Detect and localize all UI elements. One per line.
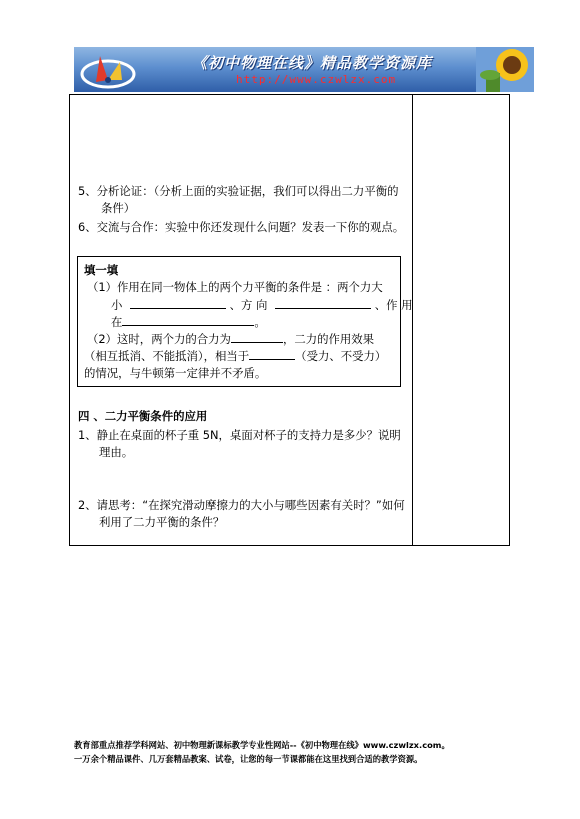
banner-url[interactable]: http://www.czwlzx.com (236, 73, 397, 86)
application-2-text: 2、请思考：“在探究滑动摩擦力的大小与哪些因素有关时？”如何 (78, 498, 405, 512)
application-2-continuation: 利用了二力平衡的条件？ (99, 515, 225, 529)
application-1-continuation: 理由。 (99, 445, 134, 459)
fill-q1-line1: （1）作用在同一物体上的两个力平衡的条件是 ：两个力大 (87, 280, 383, 294)
footer-line-1: 教育部重点推荐学科网站、初中物理新课标教学专业性网站--《初中物理在线》www.czwlzx.com。 (74, 740, 450, 750)
fill-q1-line2 (111, 297, 413, 313)
item-6-text: 6、交流与合作：实验中你还发现什么问题？发表一下你的观点。 (78, 220, 405, 234)
fill-q1-act: 、作 用 (374, 298, 413, 312)
fill-q1-small: 小 (111, 298, 123, 312)
fill-q1-direction: 、方 向 (229, 298, 268, 312)
fill-q2-line1 (87, 331, 374, 347)
fill-q2-mid: ，二力的作用效果 (282, 332, 375, 346)
blank-equivalent[interactable] (249, 348, 295, 360)
site-banner (74, 47, 534, 92)
site-logo-icon (78, 50, 138, 90)
application-1-text: 1、静止在桌面的杯子重 5N，桌面对杯子的支持力是多少？说明 (78, 428, 401, 442)
blank-magnitude[interactable] (130, 297, 226, 309)
fill-q2-start: （2）这时，两个力的合力为 (87, 332, 231, 346)
table-column-divider (412, 94, 413, 546)
fill-q2-line3: 的情况，与牛顿第一定律并不矛盾。 (84, 366, 267, 380)
sunflower-icon (476, 47, 534, 92)
item-5-continuation: 条件） (101, 201, 136, 215)
fill-q2-line2-end: （受力、不受力） (295, 349, 387, 363)
fill-q1-line3 (111, 314, 266, 330)
fill-q1-end: 。 (254, 315, 266, 329)
fill-q2-line2 (84, 348, 386, 364)
item-5-text: 5、分析论证：（分析上面的实验证据，我们可以得出二力平衡的 (78, 184, 399, 198)
blank-direction[interactable] (275, 297, 371, 309)
fill-q2-line2-start: （相互抵消、不能抵消），相当于 (84, 349, 250, 363)
section-4-title: 四 、二力平衡条件的应用 (78, 409, 208, 423)
blank-same-line[interactable] (122, 314, 254, 326)
banner-title: 《初中物理在线》精品教学资源库 (192, 54, 433, 72)
fill-q1-on: 在 (111, 315, 123, 329)
blank-resultant-force[interactable] (231, 331, 283, 343)
footer-line-2: 一万余个精品课件、几万套精品教案、试卷，让您的每一节课都能在这里找到合适的教学资源。 (74, 754, 423, 764)
fill-in-heading: 填一填 (84, 263, 119, 277)
